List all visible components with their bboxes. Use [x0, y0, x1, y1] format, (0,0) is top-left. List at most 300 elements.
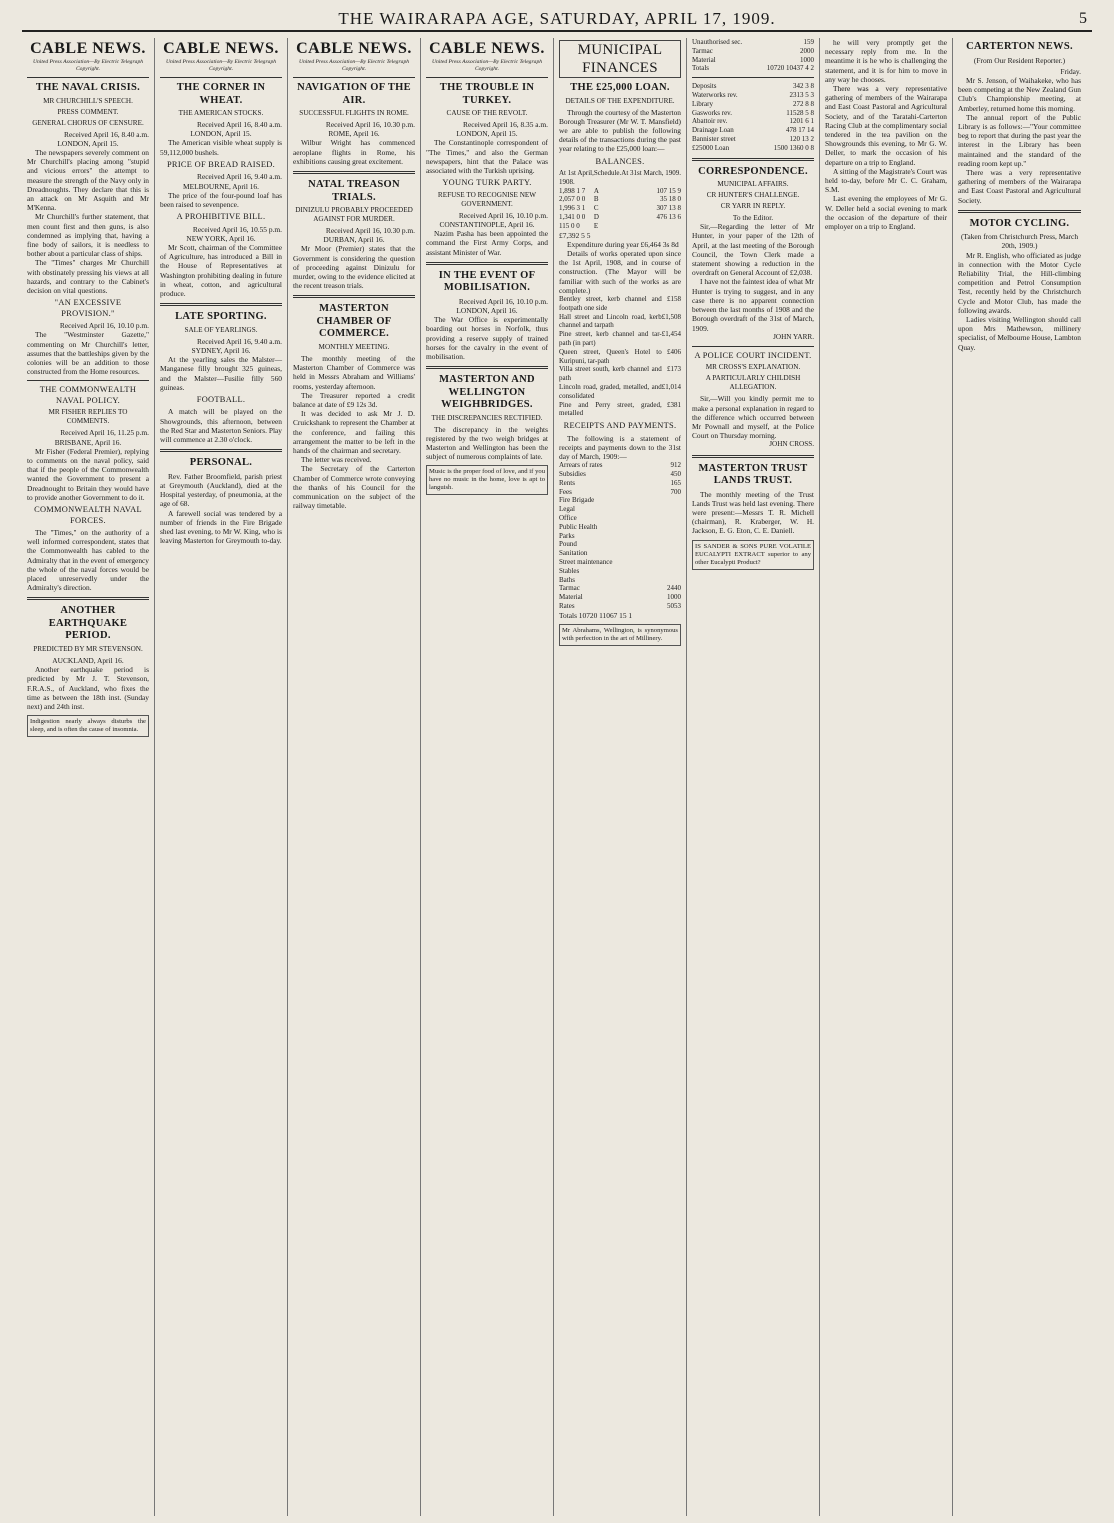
table-cell: [656, 558, 681, 567]
table-row: [692, 56, 814, 65]
article-subheading: CAUSE OF THE REVOLT.: [446, 109, 528, 117]
article-subheading: PREDICTED BY MR STEVENSON.: [33, 644, 143, 653]
article-subheading: THE DISCREPANCIES RECTIFIED.: [431, 413, 543, 422]
article-subheading: PRESS COMMENT.: [57, 107, 119, 116]
ad-text: Music is the proper food of love, and if you have no music in the home, love is apt to languish.: [429, 468, 545, 492]
table-cell: [656, 496, 681, 505]
article-heading: THE £25,000 LOAN.: [570, 82, 670, 93]
table-cell: [656, 549, 681, 558]
dateline: LONDON, April 16.: [456, 305, 518, 315]
column-header: CABLE NEWS.: [30, 40, 146, 57]
table-cell: 450: [670, 470, 681, 479]
table-cell: 120 13 2: [789, 134, 814, 143]
table-row: [692, 117, 814, 126]
table-cell: Street maintenance: [559, 558, 613, 567]
table-cell: 2000: [800, 46, 814, 55]
table-cell: Villa street south, kerb channel and path: [559, 365, 662, 383]
article-subheading: (Taken from Christchurch Press, March 20th, 1909.): [960, 232, 1079, 251]
table-cell: Totals: [692, 64, 710, 73]
table-cell: [656, 514, 681, 523]
divider: [426, 262, 548, 265]
article-text: Sir,—Will you kindly permit me to make a personal explanation in regard to the difference which occurred between Mr Pownall and myself, at the Police Court on Thursday morning.: [692, 394, 814, 441]
table-cell: C: [593, 204, 599, 213]
article-heading: THE COMMONWEALTH NAVAL POLICY.: [39, 385, 137, 405]
divider: [160, 77, 282, 78]
divider: [160, 303, 282, 306]
divider: [692, 77, 814, 78]
article-heading: MOTOR CYCLING.: [969, 217, 1070, 229]
table-row: [559, 567, 681, 576]
article-text: Mr Moor (Premier) states that the Government is considering the question of proceeding against Dinizulu for murder, owing to the evidence elicited at the recent treason trials.: [293, 244, 415, 291]
dateline: ROME, April 16.: [328, 129, 380, 139]
table-cell: 307 13 8: [656, 204, 681, 213]
divider: [958, 210, 1081, 213]
received-date: Received April 16, 9.40 a.m.: [197, 336, 282, 346]
table-cell: Unauthorised sec.: [692, 38, 743, 46]
article-heading: YOUNG TURK PARTY.: [442, 178, 532, 188]
table-row: [692, 109, 814, 118]
receipts-table: [559, 461, 681, 611]
table-row: [692, 126, 814, 135]
column-2: [155, 38, 288, 1516]
table-row: [559, 549, 681, 558]
table-cell: £173: [667, 365, 681, 374]
table-cell: Deposits: [692, 82, 717, 91]
divider: [426, 77, 548, 78]
table-cell: 1000: [800, 55, 814, 64]
table-cell: Drainage Loan: [692, 126, 734, 135]
received-date: Received April 16, 10.30 p.m.: [325, 226, 415, 236]
article-text: Mr R. English, who officiated as judge in connection with the Motor Cycle Reliability Trial, the Hill-climbing competition and Petrol Consumption Test, recently held by the Christchurch Cycle and Motor Club, has made the following awards.: [958, 250, 1081, 315]
article-text: The "Times," on the authority of a well informed correspondent, states that the Commonwealth has cabled to the Admiralty that in the event of emergency the whole of the naval forces would be placed unreservedly under the Admiralty's direction.: [27, 528, 149, 593]
dateline: DURBAN, April 16.: [323, 235, 385, 245]
article-subheading: DETAILS OF THE EXPENDITURE.: [565, 96, 675, 105]
table-row: [692, 144, 814, 153]
article-text: Mr Churchill's further statement, that men count first and then guns, is also condemned as implying that, having a fine body of sailors, it is needless to bother about a particular class of ships.: [27, 212, 149, 259]
press-credit: United Press Association—By Electric Telegraph Copyright.: [431, 59, 543, 72]
advertisement: [426, 465, 548, 495]
article-text: Wilbur Wright has commenced aeroplane flights in Rome, his exhibitions causing great excitement.: [293, 138, 415, 166]
table-cell: [656, 505, 681, 514]
table-row: [559, 496, 681, 505]
article-subheading: MR CHURCHILL'S SPEECH.: [43, 96, 133, 105]
table-cell: Bannister street: [692, 134, 736, 143]
table-cell: E: [593, 221, 599, 230]
article-text: Through the courtesy of the Masterton Borough Treasurer (Mr W. T. Mansfield) we are able to publish the following details of the transactions during the past year relating to the £25,000 loan:—: [559, 107, 681, 154]
received-date: Received April 16, 8.35 a.m.: [463, 120, 548, 129]
table-row: [559, 514, 681, 523]
article-subheading: THE AMERICAN STOCKS.: [178, 109, 264, 117]
article-text: Another earthquake period is predicted by Mr J. T. Stevenson, F.R.A.S., of Auckland, who fixes the time as between the 18th inst. (Sunday next) and 24th inst.: [27, 665, 149, 711]
received-date: Received April 16, 10.55 p.m.: [192, 224, 282, 234]
table-cell: [656, 532, 681, 541]
table-row: [559, 330, 681, 348]
signature: JOHN YARR.: [773, 332, 814, 341]
divider: [426, 366, 548, 369]
divider: [27, 380, 149, 381]
article-text: The Treasurer reported a credit balance at date of £9 12s 3d.: [293, 390, 415, 409]
table-row: [559, 505, 681, 514]
article-heading: MASTERTON CHAMBER OF COMMERCE.: [316, 303, 392, 340]
table-cell: £1,508: [661, 312, 681, 321]
table-cell: 2313 5 3: [789, 90, 814, 99]
article-text: The War Office is experimentally boarding out horses in Norfolk, thus providing a reserve supply of trained horses for the cavalry in the event of mobilisation.: [426, 315, 548, 361]
column-5: [554, 38, 687, 1516]
article-heading: NAVIGATION OF THE AIR.: [297, 82, 411, 106]
press-credit: United Press Association—By Electric Telegraph Copyright.: [298, 59, 410, 72]
table-cell: £25000 Loan: [692, 143, 730, 152]
table-row: [692, 135, 814, 144]
article-subheading: REFUSE TO RECOGNISE NEW GOVERNMENT.: [437, 190, 537, 208]
article-text: There was a very representative gathering of members of the Wairarapa and East Coast Pastoral and Agricultural Society, and of the Taratahi-Carterton Racing Club at the complimentary social tendered in the tea pavilion on the Showgrounds this evening, to Mr G. W. Deller, to mark the occasion of his departure on a trip to England.: [825, 84, 947, 167]
advertisement: [692, 540, 814, 570]
article-text: Ladies visiting Wellington should call upon Mrs Mathewson, millinery specialist, of Melbourne House, Lambton Quay.: [958, 315, 1081, 352]
dateline: SYDNEY, April 16.: [191, 345, 251, 355]
received-date: Received April 16, 9.40 a.m.: [197, 172, 282, 182]
received-date: Received April 16, 10.10 p.m.: [458, 210, 548, 220]
table-row: [692, 100, 814, 109]
advertisement: [27, 715, 149, 737]
article-text: The American visible wheat supply is 59,112,000 bushels.: [160, 138, 282, 157]
article-subheading: CR YARR IN REPLY.: [720, 202, 786, 211]
table-row: [559, 169, 681, 187]
table-cell: Public Health: [559, 522, 598, 531]
table-row: [559, 584, 681, 593]
table-row: [559, 195, 681, 204]
table-row: [559, 401, 681, 419]
dateline: CONSTANTINOPLE, April 16.: [439, 219, 535, 229]
table-cell: 159: [803, 38, 814, 46]
article-subheading: A PARTICULARLY CHILDISH ALLEGATION.: [705, 374, 801, 392]
article-subheading: MR FISHER REPLIES TO COMMENTS.: [48, 408, 128, 426]
table-cell: Rents: [559, 478, 575, 487]
table-row: [559, 470, 681, 479]
article-heading: THE NAVAL CRISIS.: [35, 82, 141, 93]
dateline: LONDON, April 15.: [190, 129, 252, 139]
table-row: [559, 576, 681, 585]
divider: [293, 77, 415, 78]
table-cell: At 1st April, 1908.: [559, 169, 594, 186]
article-text: A farewell social was tendered by a number of friends in the Fire Brigade shed last evening, to Mr W. King, who is leaving Masterton for Greymouth to-day.: [160, 508, 282, 546]
table-row: [559, 602, 681, 611]
table-row: [559, 540, 681, 549]
table-cell: Queen street, Queen's Hotel to Kuripuni, tar-path: [559, 347, 662, 365]
article-text: A sitting of the Magistrate's Court was held to-day, before Mr C. C. Graham, S.M.: [825, 166, 947, 195]
table-row: [692, 91, 814, 100]
page-number: 5: [1079, 10, 1088, 27]
masthead: [22, 8, 1092, 32]
received-date: Received April 16, 10.30 p.m.: [325, 120, 415, 129]
article-text: The annual report of the Public Library is as follows:—"Your committee beg to report that during the past year the interest in the Library has been maintained and the standard of the reading room kept up.": [958, 112, 1081, 168]
table-row: [559, 523, 681, 532]
article-subheading: CR HUNTER'S CHALLENGE.: [706, 191, 800, 200]
table-cell: Tarmac: [559, 584, 580, 593]
article-heading: THE TROUBLE IN TURKEY.: [439, 82, 535, 106]
table-cell: Sanitation: [559, 549, 588, 558]
divider: [293, 295, 415, 298]
dateline: BRISBANE, April 16.: [54, 437, 122, 447]
article-heading: CARTERTON NEWS.: [966, 41, 1073, 52]
table-row: [692, 64, 814, 73]
table-cell: Tarmac: [692, 46, 713, 55]
article-subheading: (From Our Resident Reporter.): [973, 55, 1066, 65]
table-row: [692, 38, 814, 47]
table-row: [559, 383, 681, 401]
table-cell: 272 8 8: [793, 99, 814, 108]
deposits-table: [692, 82, 814, 152]
article-subheading: SALE OF YEARLINGS.: [184, 325, 258, 334]
table-cell: 476 13 6: [656, 213, 681, 221]
table-cell: 1,996 3 1: [559, 204, 586, 213]
article-heading: LATE SPORTING.: [175, 311, 267, 323]
column-6: [687, 38, 820, 1516]
table-row: [692, 47, 814, 56]
article-text: Nazim Pasha has been appointed the command the First Army Corps, and assistant Minister of War.: [426, 229, 548, 257]
received-date: Received April 16, 8.40 a.m.: [64, 129, 149, 139]
article-heading: MASTERTON TRUST LANDS TRUST.: [698, 462, 808, 487]
ad-text: IS SANDER & SONS PURE VOLATILE EUCALYPTI EXTRACT superior to any other Eucalypti Product?: [695, 542, 811, 566]
table-cell: Fees: [559, 487, 572, 496]
dateline: LONDON, April 15.: [57, 138, 119, 148]
article-heading: THE CORNER IN WHEAT.: [176, 82, 266, 106]
table-row: [559, 532, 681, 541]
article-text: The Constantinople correspondent of "The Times," and also the German newspapers, hint that the Palace was associated with the Turkish uprising.: [426, 138, 548, 176]
column-header: CABLE NEWS.: [163, 40, 279, 57]
article-heading: NATAL TREASON TRIALS.: [308, 179, 400, 203]
article-text: The price of the four-pound loaf has been raised to sevenpence.: [160, 190, 282, 209]
article-text: The following is a statement of receipts and payments down to the 31st day of March, 1909:—: [559, 433, 681, 462]
article-text: I have not the faintest idea of what Mr Hunter is trying to suggest, and in any case there is no apparent connection between the last months of 1908 and the Borough overdraft of the 31st of March, 1909.: [692, 277, 814, 333]
table-cell: Pine and Perry street, graded, metalled: [559, 400, 662, 418]
table-cell: Fire Brigade: [559, 496, 595, 505]
column-8: [953, 38, 1086, 1516]
table-cell: A: [593, 186, 599, 195]
press-credit: United Press Association—By Electric Telegraph Copyright.: [32, 59, 144, 72]
article-text: Details of works operated upon since the 1st April, 1908, and in course of construction. (The Mayor will be familiar with such of the works as are complete.): [559, 249, 681, 295]
table-cell: Lincoln road, graded, metalled, and consolidated: [559, 382, 662, 400]
article-text: Sir,—Regarding the letter of Mr Hunter, in your paper of the 12th of April, at the last meeting of the Borough Council, the Town Clerk made a statement showing a reduction in the overdraft on General Account of £2,038.: [692, 222, 814, 278]
article-text: The "Westminster Gazette," commenting on Mr Churchill's letter, assumes that the battleships given by the colonies will be an addition to those constructed from the Home resources.: [27, 330, 149, 377]
article-heading: IN THE EVENT OF MOBILISATION.: [438, 269, 536, 294]
article-subheading: MR CROSS'S EXPLANATION.: [705, 363, 801, 372]
table-cell: £1,014: [661, 382, 681, 391]
ad-text: Indigestion nearly always disturbs the sleep, and is often the cause of insomnia.: [30, 718, 146, 734]
article-text: The monthly meeting of the Trust Lands Trust was held last evening. There were present:—Messrs T. R. Michell (chairman), R. Kraberger, W. H. Jackson, E. G. Eton, C. E. Daniell.: [692, 489, 814, 536]
column-header: CABLE NEWS.: [296, 40, 412, 57]
table-cell: Library: [692, 99, 713, 108]
table-cell: B: [593, 195, 599, 204]
signature: JOHN CROSS.: [769, 440, 814, 449]
column-4: [421, 38, 554, 1516]
article-heading: RECEIPTS AND PAYMENTS.: [563, 421, 677, 431]
article-text: It was decided to ask Mr J. D. Cruickshank to represent the Chamber at the conference, and failing this arrangement the matter to be left in the hands of the chairman and secretary.: [293, 409, 415, 455]
table-cell: 115 0 0: [559, 221, 580, 230]
page-columns: [22, 38, 1092, 1516]
article-text: Mr Fisher (Federal Premier), replying to comments on the naval policy, said that if the people of the Commonwealth wanted the Government to present a Dreadnought to Britain they would have to provide another Government to do it.: [27, 446, 149, 502]
article-heading: MASTERTON AND WELLINGTON WEIGHBRIDGES.: [439, 374, 535, 411]
table-cell: 342 3 8: [793, 82, 814, 91]
table-row: [559, 313, 681, 331]
table-cell: 1,898 1 7: [559, 186, 586, 195]
table-cell: 478 17 14: [786, 126, 814, 135]
table-cell: D: [593, 213, 599, 221]
table-cell: £158: [667, 295, 681, 304]
table-cell: Pine street, kerb channel and tar-path (in part): [559, 330, 662, 347]
table-cell: 700: [670, 487, 681, 496]
article-text: Rev. Father Broomfield, parish priest at Greymouth (Auckland), died at the Hospital yesterday, of pneumonia, at the age of 68.: [160, 471, 282, 509]
article-text: The Secretary of the Carterton Chamber of Commerce wrote conveying the thanks of his Council for the communication on the subject of the railway timetable.: [293, 464, 415, 511]
table-row: [692, 82, 814, 91]
table-cell: 107 15 9: [656, 186, 681, 195]
article-heading: ANOTHER EARTHQUAKE PERIOD.: [48, 605, 128, 642]
table-cell: [621, 222, 681, 231]
table-cell: Gasworks rev.: [692, 108, 732, 117]
divider: [692, 158, 814, 161]
article-heading: BALANCES.: [595, 156, 645, 166]
article-text: Expenditure during year £6,464 3s 8d: [567, 239, 679, 249]
article-subheading: MONTHLY MEETING.: [318, 342, 390, 351]
article-heading: PERSONAL.: [189, 457, 253, 469]
table-row: [559, 365, 681, 383]
article-subheading: GENERAL CHORUS OF CENSURE.: [32, 118, 144, 127]
table-cell: Subsidies: [559, 470, 586, 479]
table-cell: 1,341 0 0: [559, 213, 586, 221]
received-date: Received April 16, 11.25 p.m.: [60, 428, 149, 438]
dateline: Friday.: [1060, 66, 1081, 76]
article-heading: "AN EXCESSIVE PROVISION.": [54, 298, 122, 318]
divider: [692, 346, 814, 347]
received-date: Received April 16, 10.10 p.m.: [59, 321, 149, 331]
table-cell: [656, 576, 681, 585]
article-text: The "Times" charges Mr Churchill with obstinately pressing his views at all hazards, and contrary to the Cabinet's decision on vital questions.: [27, 258, 149, 295]
press-credit: United Press Association—By Electric Telegraph Copyright.: [165, 59, 277, 72]
table-cell: Office: [559, 514, 577, 523]
divider: [160, 449, 282, 452]
article-subheading: DINIZULU PROBABLY PROCEEDED AGAINST FOR MURDER.: [295, 206, 413, 224]
table-cell: Parks: [559, 531, 575, 540]
article-text: Mr S. Jenson, of Waihakeke, who has been competing at the New Zealand Gun Club's Championship meeting, at Amberley, returned home this morning.: [958, 75, 1081, 113]
table-row: [559, 213, 681, 222]
divider: [692, 455, 814, 458]
column-3: [288, 38, 421, 1516]
table-cell: 35 18 0: [660, 195, 681, 204]
article-text: At the yearling sales the Malster—Manganese filly brought 325 guineas, and the Malster—Fusilie filly 560 guineas.: [160, 355, 282, 392]
article-text: The letter was received.: [301, 455, 372, 465]
table-cell: £381: [667, 400, 681, 409]
article-text: There was a very representative gathering of members of the Wairarapa and East Coast Pastoral and Agricultural Society.: [958, 167, 1081, 205]
article-heading: COMMONWEALTH NAVAL FORCES.: [34, 505, 142, 525]
article-subheading: MUNICIPAL AFFAIRS.: [717, 180, 789, 189]
article-text: he will very promptly get the necessary reply from me. In the meantime it is he who is challenging the statement, and it is for him to move in any way he chooses.: [825, 38, 947, 84]
article-heading: CORRESPONDENCE.: [698, 165, 808, 177]
masthead-title: THE WAIRARAPA AGE, SATURDAY, APRIL 17, 1909.: [338, 9, 776, 28]
dateline: MELBOURNE, April 16.: [183, 181, 259, 191]
divider: [293, 171, 415, 174]
dateline: NEW YORK, April 16.: [186, 233, 256, 243]
table-cell: Abattoir rev.: [692, 117, 728, 126]
table-cell: Hall street and Lincoln road, kerb channel and tarpath: [559, 312, 662, 330]
table-cell: [656, 540, 681, 549]
table-row: [559, 295, 681, 313]
table-cell: £1,454: [661, 330, 681, 339]
table-cell: £406: [667, 347, 681, 356]
dateline: AUCKLAND, April 16.: [52, 655, 124, 665]
article-text: The discrepancy in the weights registered by the two weigh bridges at Masterton and Wellington has been the subject of numerous complaints of late.: [426, 424, 548, 462]
table-cell: [656, 567, 681, 576]
table-row: [559, 479, 681, 488]
divider: [27, 77, 149, 78]
table-cell: 2440: [667, 584, 681, 593]
received-date: Received April 16, 10.10 p.m.: [458, 296, 548, 306]
article-heading: A PROHIBITIVE BILL.: [176, 212, 266, 222]
ad-text: Mr Abrahams, Wellington, is synonymous with perfection in the art of Millinery.: [562, 627, 678, 643]
table-cell: Baths: [559, 575, 575, 584]
table-cell: Material: [692, 55, 716, 64]
table-cell: Schedule.: [593, 169, 622, 178]
table-row: [559, 488, 681, 497]
advertisement: [559, 624, 681, 646]
article-heading: PRICE OF BREAD RAISED.: [166, 159, 276, 169]
article-text: The monthly meeting of the Masterton Chamber of Commerce was held in Messrs Abraham and Williams' rooms, yesterday afternoon.: [293, 353, 415, 391]
table-cell: At 31st March, 1909.: [621, 169, 681, 178]
table-cell: 165: [670, 478, 681, 487]
article-heading: FOOTBALL.: [196, 394, 246, 404]
balances-table: [559, 169, 681, 231]
table-row: [559, 348, 681, 366]
table-cell: [656, 523, 681, 532]
table-cell: Stables: [559, 566, 580, 575]
works-table: [559, 295, 681, 418]
table-cell: Arrears of rates: [559, 461, 603, 470]
table-cell: 1500 1360 0 8: [773, 143, 814, 152]
column-header: MUNICIPAL FINANCES: [559, 40, 681, 78]
receipts-total: Totals 10720 11067 15 1: [559, 610, 633, 620]
table-cell: 912: [670, 461, 681, 470]
table-cell: 11528 5 8: [786, 108, 814, 117]
table-cell: 2,057 0 0: [559, 195, 586, 204]
table-cell: Legal: [559, 505, 575, 514]
salutation: To the Editor.: [732, 213, 774, 223]
table-cell: Material: [559, 593, 583, 602]
table-cell: Bentley street, kerb channel and footpath one side: [559, 295, 662, 312]
table-row: [559, 593, 681, 602]
table-cell: 1000: [667, 593, 681, 602]
article-subheading: SUCCESSFUL FLIGHTS IN ROME.: [299, 109, 409, 117]
article-text: A match will be played on the Showgrounds, this afternoon, between the Red Star and Masterton Seniors. Play will commence at 2.30 o'clock.: [160, 407, 282, 445]
table-row: [559, 187, 681, 196]
article-text: Last evening the employees of Mr G. W. Deller held a social evening to mark the occasion of the departure of their employer on a trip to England.: [825, 194, 947, 232]
table-row: [559, 558, 681, 567]
dateline: LONDON, April 15.: [456, 129, 518, 139]
table-cell: 10720 10437 4 2: [766, 64, 814, 73]
article-heading: A POLICE COURT INCIDENT.: [694, 350, 812, 360]
table-cell: Rates: [559, 602, 575, 611]
table-row: [559, 204, 681, 213]
table-cell: Waterworks rev.: [692, 90, 738, 99]
table-cell: 1201 6 1: [789, 117, 814, 126]
table-cell: 5053: [667, 602, 681, 611]
received-date: Received April 16, 8.40 a.m.: [197, 120, 282, 129]
article-text: The newspapers severely comment on Mr Churchill's placing among "stupid and vicious errors" the attempt to measure the strength of the Navy only in Dreadnoughts. They declare that this is an attack on Mr Asquith and Mr M'Kenna.: [27, 147, 149, 213]
article-text: Mr Scott, chairman of the Committee of Agriculture, has introduced a Bill in the House of Representatives at Washington prohibiting dealing in future in wheat, cotton, and agricultural produce.: [160, 243, 282, 299]
balances-total: £7,392 5 5: [559, 230, 591, 240]
column-header: CABLE NEWS.: [429, 40, 545, 57]
table-row: [559, 222, 681, 231]
table-cell: Pound: [559, 540, 577, 549]
column-7: [820, 38, 953, 1516]
payments-table: [692, 38, 814, 73]
table-row: [559, 461, 681, 470]
